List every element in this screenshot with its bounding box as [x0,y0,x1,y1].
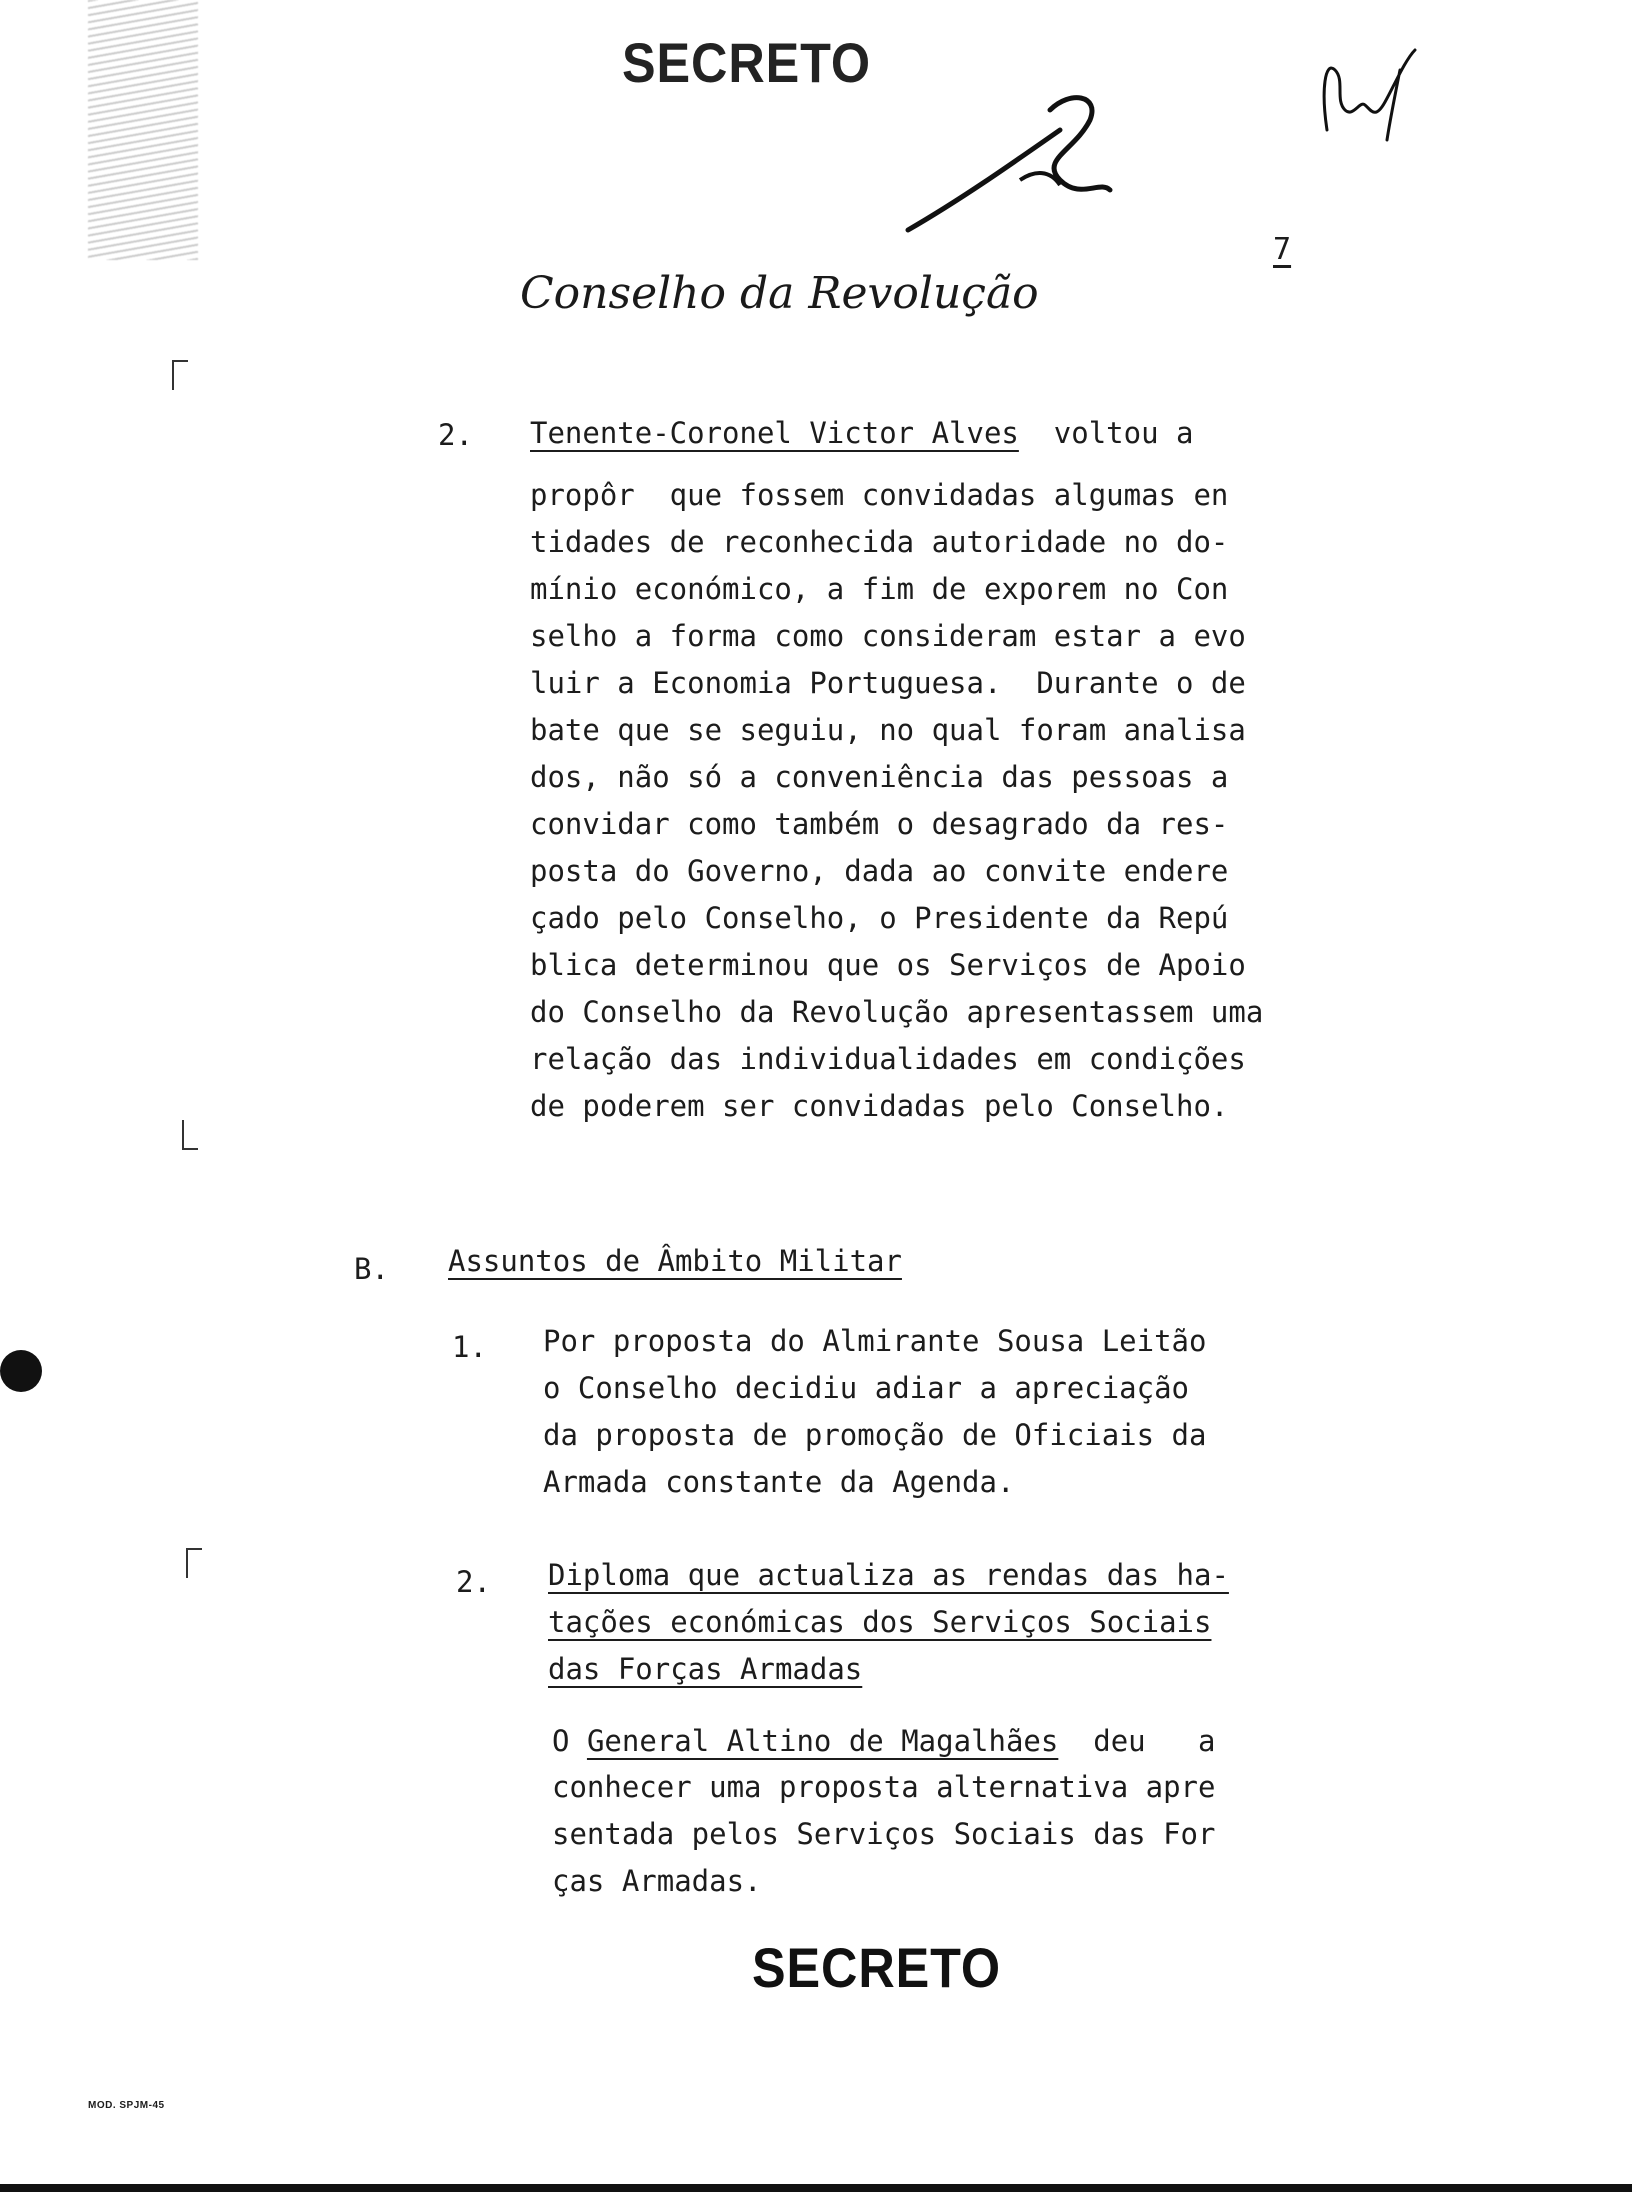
paragraph-body [530,472,1263,1130]
text-line: blica determinou que os Serviços de Apoio [530,948,1246,982]
text-line: tações económicas dos Serviços Sociais [548,1605,1212,1639]
text-line: Diploma que actualiza as rendas das ha- [548,1558,1229,1592]
text-line: de poderem ser convidadas pelo Conselho. [530,1089,1229,1123]
secreto-stamp-top: SECRETO [622,31,872,94]
text-line: bate que se seguiu, no qual foram analisa [530,713,1246,747]
letterhead: Conselho da Revolução [520,268,1039,319]
item-number: 1. [452,1330,487,1364]
margin-mark [186,1548,202,1578]
paragraph-first-line: Tenente-Coronel Victor Alves voltou a [530,416,1194,450]
hole-punch [0,1350,42,1392]
margin-mark [182,1120,198,1150]
text-line: convidar como também o desagrado da res- [530,807,1229,841]
margin-mark [172,360,188,390]
text-line: conhecer uma proposta alternativa apre [552,1770,1216,1804]
text-line: selho a forma como consideram estar a evo [530,619,1246,653]
text-line: propôr que fossem convidadas algumas en [530,478,1229,512]
text-line: do Conselho da Revolução apresentassem uma [530,995,1264,1029]
text-line: posta do Governo, dada ao convite endere [530,854,1229,888]
item-number: 2. [456,1565,491,1599]
text-line: ças Armadas. [552,1864,762,1898]
text-line: da proposta de promoção de Oficiais da [543,1418,1207,1452]
page-number: 7 [1273,232,1292,267]
text-line: luir a Economia Portuguesa. Durante o de [530,666,1246,700]
paragraph-first-line: O General Altino de Magalhães deu a [552,1724,1216,1758]
text-line: Por proposta do Almirante Sousa Leitão [543,1324,1207,1358]
text-line: Armada constante da Agenda. [543,1465,1015,1499]
text-line: mínio económico, a fim de exporem no Con [530,572,1229,606]
text-line: o Conselho decidiu adiar a apreciação [543,1371,1190,1405]
speaker-name: General Altino de Magalhães [586,1724,1059,1758]
speaker-name: Tenente-Coronel Victor Alves [530,416,1019,450]
handwritten-initials [1315,40,1425,150]
text-line: das Forças Armadas [548,1652,863,1686]
paragraph-body [552,1764,1215,1905]
section-letter: B. [354,1252,389,1286]
form-code: MOD. SPJM-45 [88,2100,165,2111]
secreto-stamp-bottom: SECRETO [752,1936,1002,1999]
text-line: relação das individualidades em condições [530,1042,1246,1076]
paragraph-body [543,1318,1206,1506]
scan-artifact [88,0,198,260]
section-heading: Assuntos de Âmbito Militar [448,1244,902,1278]
text-line: çado pelo Conselho, o Presidente da Repú [530,901,1229,935]
text-line: dos, não só a conveniência das pessoas a [530,760,1229,794]
text-line: tidades de reconhecida autoridade no do- [530,525,1229,559]
text-line: sentada pelos Serviços Sociais das For [552,1817,1216,1851]
item-title [548,1552,1229,1693]
item-number: 2. [438,418,473,452]
page-edge [0,2184,1632,2192]
handwritten-signature [900,70,1160,250]
